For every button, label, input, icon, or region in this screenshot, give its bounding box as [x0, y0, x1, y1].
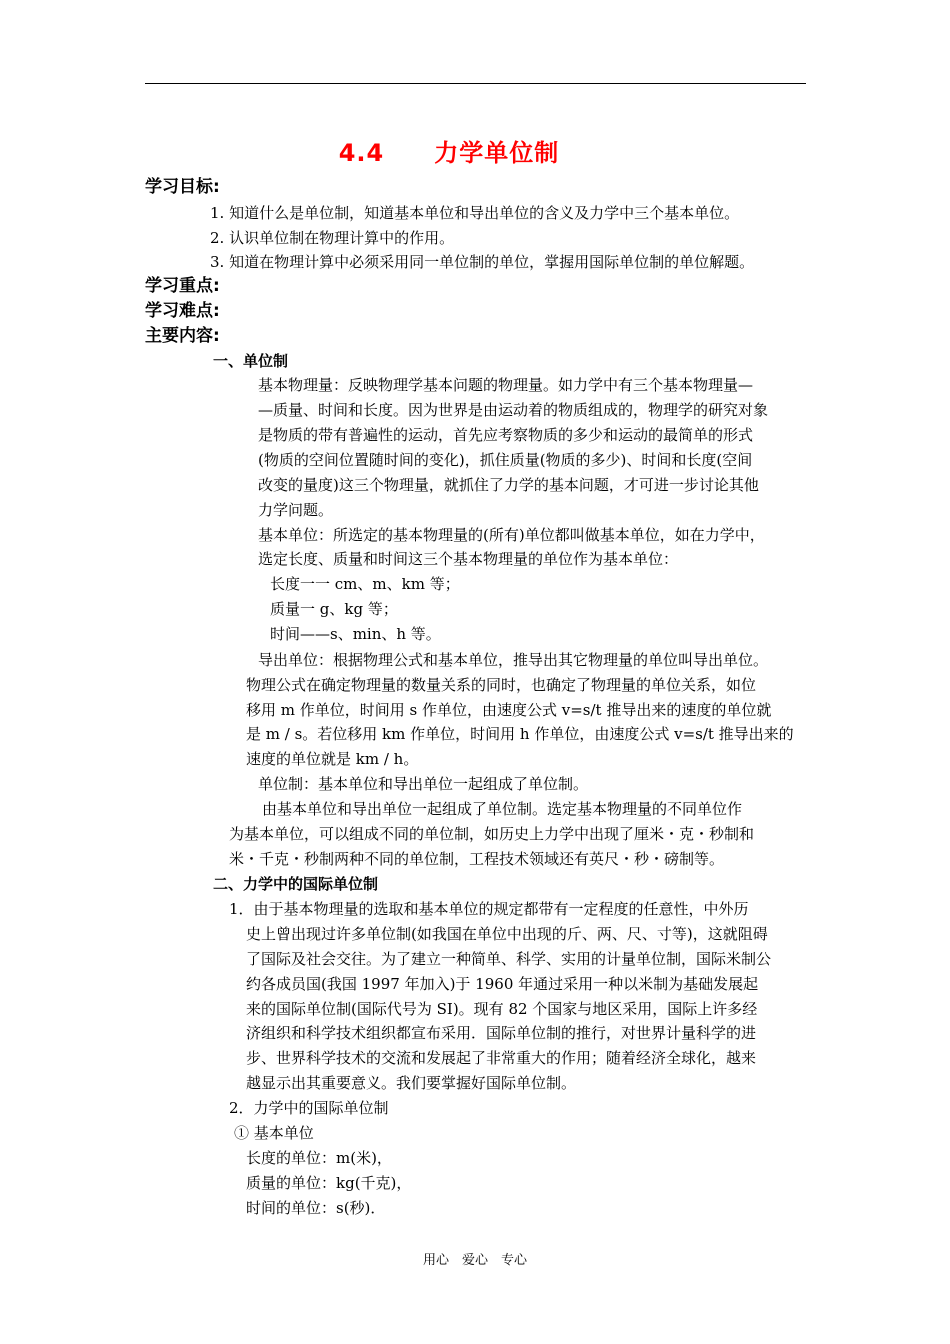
- paragraph-line: 基本物理量：反映物理学基本问题的物理量。如力学中有三个基本物理量—: [258, 376, 754, 394]
- heading-difficulties: 学习难点:: [145, 301, 220, 321]
- basic-unit-item: 长度的单位：m(米)，: [246, 1149, 392, 1167]
- paragraph-line: 济组织和科学技术组织都宣布采用．国际单位制的推行，对世界计量科学的进: [246, 1024, 757, 1042]
- goal-item: 1. 知道什么是单位制，知道基本单位和导出单位的含义及力学中三个基本单位。: [210, 204, 740, 222]
- unit-example: 长度一一 cm、m、km 等；: [270, 575, 460, 593]
- paragraph-line: 速度的单位就是 km / h。: [246, 750, 419, 768]
- paragraph-line: 为基本单位，可以组成不同的单位制，如历史上力学中出现了厘米・克・秒制和: [229, 825, 755, 843]
- paragraph-line: 来的国际单位制(国际代号为 SI)。现有 82 个国家与地区采用，国际上许多经: [246, 1000, 758, 1018]
- heading-key-points: 学习重点:: [145, 276, 220, 296]
- goal-item: 3. 知道在物理计算中必须采用同一单位制的单位，掌握用国际单位制的单位解题。: [210, 253, 755, 271]
- header-rule: [145, 83, 806, 84]
- section-heading-unit-system: 一、单位制: [213, 352, 289, 370]
- paragraph-line: 导出单位：根据物理公式和基本单位，推导出其它物理量的单位叫导出单位。: [258, 651, 769, 669]
- paragraph-line: 米・千克・秒制两种不同的单位制，工程技术领域还有英尺・秒・磅制等。: [229, 850, 725, 868]
- paragraph-line: 物理公式在确定物理量的数量关系的同时，也确定了物理量的单位关系，如位: [246, 676, 757, 694]
- paragraph-line: 选定长度、质量和时间这三个基本物理量的单位作为基本单位：: [258, 550, 679, 568]
- basic-unit-item: 质量的单位：kg(千克)，: [246, 1174, 412, 1192]
- paragraph-line: 移用 m 作单位，时间用 s 作单位，由速度公式 v=s/t 推导出来的速度的单位就: [246, 701, 772, 719]
- paragraph-line: 1．由于基本物理量的选取和基本单位的规定都带有一定程度的任意性，中外历: [229, 900, 749, 918]
- goal-item: 2. 认识单位制在物理计算中的作用。: [210, 229, 455, 247]
- paragraph-line: 步、世界科学技术的交流和发展起了非常重大的作用；随着经济全球化，越来: [246, 1049, 757, 1067]
- paragraph-line: 单位制：基本单位和导出单位一起组成了单位制。: [258, 775, 589, 793]
- page-footer: 用心 爱心 专心: [422, 1253, 527, 1268]
- paragraph-line: 改变的量度)这三个物理量，就抓住了力学的基本问题，才可进一步讨论其他: [258, 476, 759, 494]
- heading-main-content: 主要内容:: [145, 326, 220, 346]
- paragraph-line: 约各成员国(我国 1997 年加入)于 1960 年通过采用一种以米制为基础发展起: [246, 975, 759, 993]
- paragraph-line: (物质的空间位置随时间的变化)，抓住质量(物质的多少)、时间和长度(空间: [258, 451, 753, 469]
- paragraph-line: 越显示出其重要意义。我们要掌握好国际单位制。: [246, 1074, 577, 1092]
- paragraph-line: 由基本单位和导出单位一起组成了单位制。选定基本物理量的不同单位作: [262, 800, 743, 818]
- paragraph-line: 了国际及社会交往。为了建立一种简单、科学、实用的计量单位制，国际米制公: [246, 950, 772, 968]
- basic-unit-item: 时间的单位：s(秒)．: [246, 1199, 386, 1217]
- unit-example: 质量一 g、kg 等；: [270, 600, 398, 618]
- basic-units-heading: ① 基本单位: [234, 1124, 314, 1142]
- subsection-heading: 2．力学中的国际单位制: [229, 1099, 389, 1117]
- paragraph-line: 力学问题。: [258, 501, 334, 519]
- section-heading-si: 二、力学中的国际单位制: [213, 875, 379, 893]
- heading-goals: 学习目标:: [145, 177, 220, 197]
- unit-example: 时间——s、min、h 等。: [270, 625, 441, 643]
- document-title: 4.4 力学单位制: [338, 139, 560, 167]
- paragraph-line: 基本单位：所选定的基本物理量的(所有)单位都叫做基本单位，如在力学中，: [258, 526, 765, 544]
- paragraph-line: —质量、时间和长度。因为世界是由运动着的物质组成的，物理学的研究对象: [258, 401, 769, 419]
- paragraph-line: 是 m / s。若位移用 km 作单位，时间用 h 作单位，由速度公式 v=s/t 推导出来的: [246, 725, 794, 743]
- paragraph-line: 史上曾出现过许多单位制(如我国在单位中出现的斤、两、尺、寸等)，这就阻碍: [246, 925, 768, 943]
- paragraph-line: 是物质的带有普遍性的运动，首先应考察物质的多少和运动的最简单的形式: [258, 426, 754, 444]
